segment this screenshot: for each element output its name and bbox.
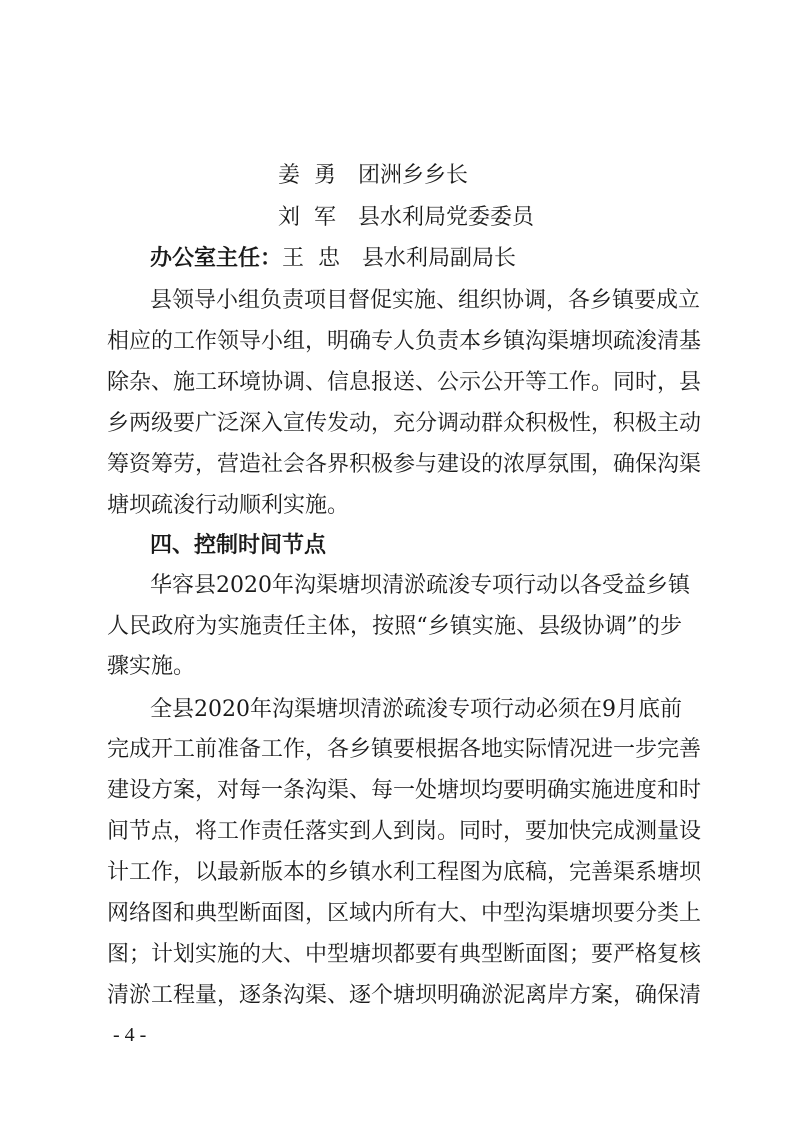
paragraph1-line: 县领导小组负责项目督促实施、组织协调，各乡镇要成立 (150, 288, 701, 313)
paragraph2-line: 人民政府为实施责任主体，按照“乡镇实施、县级协调”的步 (107, 614, 682, 639)
paragraph1-line: 乡两级要广泛深入宣传发动，充分调动群众积极性，积极主动 (107, 411, 702, 436)
member-name: 姜 勇 (278, 163, 336, 188)
paragraph3-line: 建设方案，对每一条沟渠、每一处塘坝均要明确实施进度和时 (107, 778, 702, 803)
page-number: - 4 - (113, 1024, 147, 1046)
office-director-title: 县水利局副局长 (362, 246, 517, 271)
paragraph1-line: 相应的工作领导小组，明确专人负责本乡镇沟渠塘坝疏浚清基 (107, 329, 702, 354)
paragraph3-line: 图；计划实施的大、中型塘坝都要有典型断面图；要严格复核 (107, 942, 702, 967)
office-director-label: 办公室主任： (150, 246, 283, 271)
office-director-name: 王 忠 (282, 246, 341, 271)
member-row-1 (278, 163, 468, 189)
paragraph1-line: 筹资筹劳，营造社会各界积极参与建设的浓厚氛围，确保沟渠 (107, 452, 702, 477)
paragraph2-line: 骤实施。 (107, 654, 196, 679)
paragraph1-line: 除杂、施工环境协调、信息报送、公示公开等工作。同时，县 (107, 370, 702, 395)
member-row-2 (278, 205, 534, 231)
paragraph1-line: 塘坝疏浚行动顺利实施。 (107, 493, 350, 518)
paragraph3-line: 完成开工前准备工作，各乡镇要根据各地实际情况进一步完善 (107, 737, 702, 762)
member-title: 团洲乡乡长 (358, 163, 469, 188)
paragraph3-line: 网络图和典型断面图，区域内所有大、中型沟渠塘坝要分类上 (107, 901, 702, 926)
office-director-row (150, 246, 516, 272)
member-name: 刘 军 (278, 205, 336, 230)
member-title: 县水利局党委委员 (358, 205, 535, 230)
paragraph3-line: 间节点，将工作责任落实到人到岗。同时，要加快完成测量设 (107, 819, 702, 844)
paragraph3-line: 清淤工程量，逐条沟渠、逐个塘坝明确淤泥离岸方案，确保清 (107, 983, 702, 1008)
paragraph2-line: 华容县2020年沟渠塘坝清淤疏浚专项行动以各受益乡镇 (150, 573, 690, 598)
paragraph3-line: 全县2020年沟渠塘坝清淤疏浚专项行动必须在9月底前 (150, 697, 682, 722)
section-heading: 四、控制时间节点 (150, 533, 327, 558)
paragraph3-line: 计工作，以最新版本的乡镇水利工程图为底稿，完善渠系塘坝 (107, 860, 702, 885)
